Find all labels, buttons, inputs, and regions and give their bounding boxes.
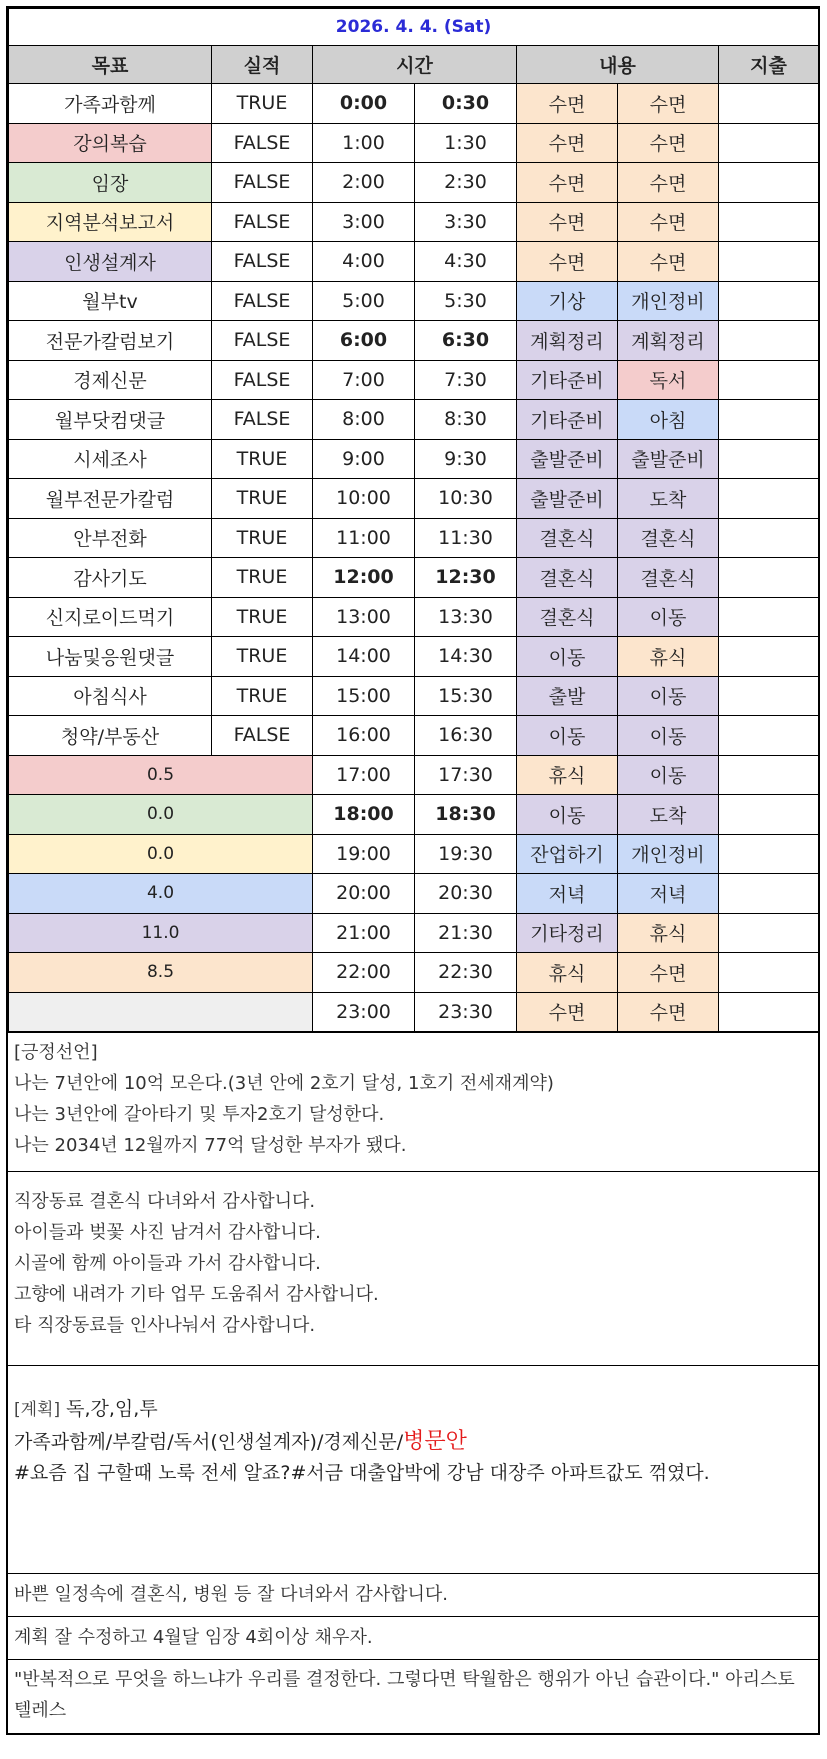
- result-cell: TRUE: [212, 597, 313, 637]
- time-cell: 7:00: [313, 360, 415, 400]
- schedule-row: [9, 321, 819, 361]
- gratitude-line: 고향에 내려가 기타 업무 도움줘서 감사합니다.: [14, 1284, 379, 1305]
- expense-cell: [719, 953, 819, 993]
- time-cell: 22:00: [313, 953, 415, 993]
- content-cell: 휴식: [517, 953, 618, 993]
- time-cell: 23:00: [313, 992, 415, 1032]
- goal-cell: 시세조사: [9, 439, 212, 479]
- result-cell: TRUE: [212, 676, 313, 716]
- result-cell: TRUE: [212, 84, 313, 124]
- gratitude-line: 직장동료 결혼식 다녀와서 감사합니다.: [14, 1191, 316, 1212]
- content-cell: 수면: [618, 123, 719, 163]
- time-cell: 8:00: [313, 400, 415, 440]
- time-cell: 4:30: [415, 242, 517, 282]
- content-cell: 출발: [517, 676, 618, 716]
- expense-cell: [719, 439, 819, 479]
- expense-cell: [719, 84, 819, 124]
- time-cell: 4:00: [313, 242, 415, 282]
- expense-cell: [719, 874, 819, 914]
- goal-cell: 경제신문: [9, 360, 212, 400]
- time-cell: 15:00: [313, 676, 415, 716]
- result-cell: FALSE: [212, 163, 313, 203]
- content-cell: 출발준비: [517, 439, 618, 479]
- time-cell: 17:00: [313, 755, 415, 795]
- time-cell: 5:00: [313, 281, 415, 321]
- declaration-line: 나는 7년안에 10억 모은다.(3년 안에 2호기 달성, 1호기 전세재계약): [14, 1073, 554, 1094]
- summary-row: [9, 913, 819, 953]
- content-cell: 출발준비: [517, 479, 618, 519]
- content-cell: 계획정리: [517, 321, 618, 361]
- result-cell: FALSE: [212, 321, 313, 361]
- content-cell: 저녁: [618, 874, 719, 914]
- time-cell: 19:00: [313, 834, 415, 874]
- plan-section: [8, 1365, 818, 1573]
- summary-value: [9, 992, 313, 1032]
- expense-cell: [719, 716, 819, 756]
- content-cell: 이동: [618, 597, 719, 637]
- goal-cell: 나눔및응원댓글: [9, 637, 212, 677]
- expense-cell: [719, 676, 819, 716]
- content-cell: 개인정비: [618, 281, 719, 321]
- goal-cell: 청약/부동산: [9, 716, 212, 756]
- content-cell: 개인정비: [618, 834, 719, 874]
- content-cell: 수면: [517, 202, 618, 242]
- plan-items: 가족과함께/부칼럼/독서(인생설계자)/경제신문/: [14, 1431, 404, 1453]
- schedule-row: [9, 518, 819, 558]
- result-cell: TRUE: [212, 558, 313, 598]
- time-cell: 14:00: [313, 637, 415, 677]
- time-cell: 22:30: [415, 953, 517, 993]
- time-cell: 19:30: [415, 834, 517, 874]
- summary-row: [9, 834, 819, 874]
- time-cell: 7:30: [415, 360, 517, 400]
- schedule-row: [9, 242, 819, 282]
- plan-prefix: [계획]: [14, 1400, 61, 1420]
- content-cell: 휴식: [618, 637, 719, 677]
- note-thanks: 바쁜 일정속에 결혼식, 병원 등 잘 다녀와서 감사합니다.: [8, 1573, 818, 1616]
- summary-value: 8.5: [9, 953, 313, 993]
- expense-cell: [719, 479, 819, 519]
- time-cell: 16:30: [415, 716, 517, 756]
- result-cell: FALSE: [212, 716, 313, 756]
- content-cell: 계획정리: [618, 321, 719, 361]
- summary-value: 0.0: [9, 795, 313, 835]
- planner-sheet: [6, 6, 820, 1735]
- gratitude-line: 아이들과 벚꽃 사진 남겨서 감사합니다.: [14, 1222, 321, 1243]
- expense-cell: [719, 558, 819, 598]
- result-cell: FALSE: [212, 281, 313, 321]
- time-cell: 16:00: [313, 716, 415, 756]
- time-cell: 10:00: [313, 479, 415, 519]
- content-cell: 수면: [618, 242, 719, 282]
- time-cell: 8:30: [415, 400, 517, 440]
- plan-line-1: [14, 1394, 812, 1426]
- content-cell: 결혼식: [618, 558, 719, 598]
- content-cell: 기타준비: [517, 360, 618, 400]
- content-cell: 이동: [618, 716, 719, 756]
- content-cell: 도착: [618, 795, 719, 835]
- content-cell: 수면: [517, 992, 618, 1032]
- expense-cell: [719, 992, 819, 1032]
- time-cell: 11:30: [415, 518, 517, 558]
- content-cell: 잔업하기: [517, 834, 618, 874]
- time-cell: 15:30: [415, 676, 517, 716]
- time-cell: 21:00: [313, 913, 415, 953]
- expense-cell: [719, 755, 819, 795]
- time-cell: 1:30: [415, 123, 517, 163]
- content-cell: 독서: [618, 360, 719, 400]
- summary-value: 11.0: [9, 913, 313, 953]
- content-cell: 휴식: [618, 913, 719, 953]
- time-cell: 11:00: [313, 518, 415, 558]
- time-cell: 12:30: [415, 558, 517, 598]
- content-cell: 수면: [618, 84, 719, 124]
- time-cell: 18:00: [313, 795, 415, 835]
- expense-cell: [719, 834, 819, 874]
- schedule-row: [9, 479, 819, 519]
- time-cell: 14:30: [415, 637, 517, 677]
- time-cell: 0:00: [313, 84, 415, 124]
- goal-cell: 지역분석보고서: [9, 202, 212, 242]
- declaration-line: 나는 3년안에 갈아타기 및 투자2호기 달성한다.: [14, 1104, 385, 1125]
- result-cell: FALSE: [212, 242, 313, 282]
- gratitude-line: 시골에 함께 아이들과 가서 감사합니다.: [14, 1253, 321, 1274]
- plan-highlight: 병문안: [403, 1429, 467, 1454]
- schedule-row: [9, 281, 819, 321]
- content-cell: 결혼식: [517, 597, 618, 637]
- time-cell: 6:30: [415, 321, 517, 361]
- time-cell: 18:30: [415, 795, 517, 835]
- content-cell: 결혼식: [517, 558, 618, 598]
- result-cell: TRUE: [212, 439, 313, 479]
- date-title: 2026. 4. 4. (Sat): [9, 9, 819, 46]
- expense-cell: [719, 597, 819, 637]
- schedule-row: [9, 123, 819, 163]
- content-cell: 휴식: [517, 755, 618, 795]
- header-time: 시간: [313, 46, 517, 84]
- time-cell: 2:30: [415, 163, 517, 203]
- goal-cell: 임장: [9, 163, 212, 203]
- content-cell: 기타준비: [517, 400, 618, 440]
- content-cell: 결혼식: [517, 518, 618, 558]
- time-cell: 5:30: [415, 281, 517, 321]
- summary-value: 0.0: [9, 834, 313, 874]
- time-cell: 20:00: [313, 874, 415, 914]
- result-cell: TRUE: [212, 518, 313, 558]
- goal-cell: 인생설계자: [9, 242, 212, 282]
- summary-value: 4.0: [9, 874, 313, 914]
- schedule-row: [9, 558, 819, 598]
- time-cell: 17:30: [415, 755, 517, 795]
- expense-cell: [719, 321, 819, 361]
- summary-row: [9, 953, 819, 993]
- time-cell: 20:30: [415, 874, 517, 914]
- content-cell: 이동: [618, 755, 719, 795]
- time-cell: 12:00: [313, 558, 415, 598]
- expense-cell: [719, 518, 819, 558]
- content-cell: 결혼식: [618, 518, 719, 558]
- content-cell: 수면: [618, 992, 719, 1032]
- goal-cell: 신지로이드먹기: [9, 597, 212, 637]
- content-cell: 기타정리: [517, 913, 618, 953]
- gratitude-line: 타 직장동료들 인사나눠서 감사합니다.: [14, 1315, 316, 1336]
- content-cell: 수면: [517, 84, 618, 124]
- header-goal: 목표: [9, 46, 212, 84]
- summary-row: [9, 755, 819, 795]
- time-cell: 9:00: [313, 439, 415, 479]
- schedule-row: [9, 597, 819, 637]
- content-cell: 수면: [618, 163, 719, 203]
- goal-cell: 전문가칼럼보기: [9, 321, 212, 361]
- header-result: 실적: [212, 46, 313, 84]
- header-content: 내용: [517, 46, 719, 84]
- gratitude-section: [8, 1171, 818, 1365]
- content-cell: 이동: [517, 637, 618, 677]
- content-cell: 아침: [618, 400, 719, 440]
- expense-cell: [719, 202, 819, 242]
- result-cell: FALSE: [212, 400, 313, 440]
- goal-cell: 감사기도: [9, 558, 212, 598]
- time-cell: 21:30: [415, 913, 517, 953]
- time-cell: 9:30: [415, 439, 517, 479]
- time-cell: 6:00: [313, 321, 415, 361]
- expense-cell: [719, 242, 819, 282]
- time-cell: 3:30: [415, 202, 517, 242]
- schedule-row: [9, 676, 819, 716]
- goal-cell: 월부tv: [9, 281, 212, 321]
- expense-cell: [719, 400, 819, 440]
- time-cell: 13:30: [415, 597, 517, 637]
- result-cell: TRUE: [212, 637, 313, 677]
- content-cell: 이동: [517, 716, 618, 756]
- schedule-row: [9, 716, 819, 756]
- expense-cell: [719, 360, 819, 400]
- schedule-row: [9, 163, 819, 203]
- time-cell: 0:30: [415, 84, 517, 124]
- time-cell: 3:00: [313, 202, 415, 242]
- schedule-row: [9, 637, 819, 677]
- content-cell: 수면: [618, 202, 719, 242]
- content-cell: 이동: [517, 795, 618, 835]
- time-cell: 23:30: [415, 992, 517, 1032]
- summary-row: [9, 992, 819, 1032]
- content-cell: 수면: [517, 242, 618, 282]
- goal-cell: 안부전화: [9, 518, 212, 558]
- plan-categories: 독,강,임,투: [60, 1398, 158, 1420]
- time-cell: 10:30: [415, 479, 517, 519]
- time-cell: 13:00: [313, 597, 415, 637]
- goal-cell: 월부닷컴댓글: [9, 400, 212, 440]
- goal-cell: 월부전문가칼럼: [9, 479, 212, 519]
- content-cell: 도착: [618, 479, 719, 519]
- goal-cell: 강의복습: [9, 123, 212, 163]
- expense-cell: [719, 281, 819, 321]
- expense-cell: [719, 163, 819, 203]
- content-cell: 저녁: [517, 874, 618, 914]
- result-cell: FALSE: [212, 202, 313, 242]
- content-cell: 기상: [517, 281, 618, 321]
- expense-cell: [719, 637, 819, 677]
- schedule-row: [9, 400, 819, 440]
- header-expense: 지출: [719, 46, 819, 84]
- declaration-section: [8, 1032, 818, 1171]
- goal-cell: 가족과함께: [9, 84, 212, 124]
- expense-cell: [719, 913, 819, 953]
- result-cell: TRUE: [212, 479, 313, 519]
- declaration-line: 나는 2034년 12월까지 77억 달성한 부자가 됐다.: [14, 1135, 407, 1156]
- plan-line-3: #요즘 집 구할때 노룩 전세 알죠?#서금 대출압박에 강남 대장주 아파트값도 꺾였다.: [14, 1462, 710, 1484]
- quote: "반복적으로 무엇을 하느냐가 우리를 결정한다. 그렇다면 탁월함은 행위가 아닌 습관이다." 아리스토텔레스: [8, 1659, 818, 1733]
- content-cell: 이동: [618, 676, 719, 716]
- expense-cell: [719, 795, 819, 835]
- note-plan: 계획 잘 수정하고 4월달 임장 4회이상 채우자.: [8, 1616, 818, 1659]
- content-cell: 수면: [517, 163, 618, 203]
- schedule-row: [9, 84, 819, 124]
- content-cell: 수면: [517, 123, 618, 163]
- time-cell: 1:00: [313, 123, 415, 163]
- plan-line-2: [14, 1426, 812, 1458]
- schedule-row: [9, 439, 819, 479]
- summary-row: [9, 874, 819, 914]
- summary-value: 0.5: [9, 755, 313, 795]
- time-cell: 2:00: [313, 163, 415, 203]
- schedule-row: [9, 360, 819, 400]
- schedule-row: [9, 202, 819, 242]
- result-cell: FALSE: [212, 360, 313, 400]
- content-cell: 출발준비: [618, 439, 719, 479]
- summary-row: [9, 795, 819, 835]
- declaration-title: [긍정선언]: [14, 1042, 98, 1063]
- expense-cell: [719, 123, 819, 163]
- result-cell: FALSE: [212, 123, 313, 163]
- goal-cell: 아침식사: [9, 676, 212, 716]
- content-cell: 수면: [618, 953, 719, 993]
- schedule-table: [8, 8, 819, 1032]
